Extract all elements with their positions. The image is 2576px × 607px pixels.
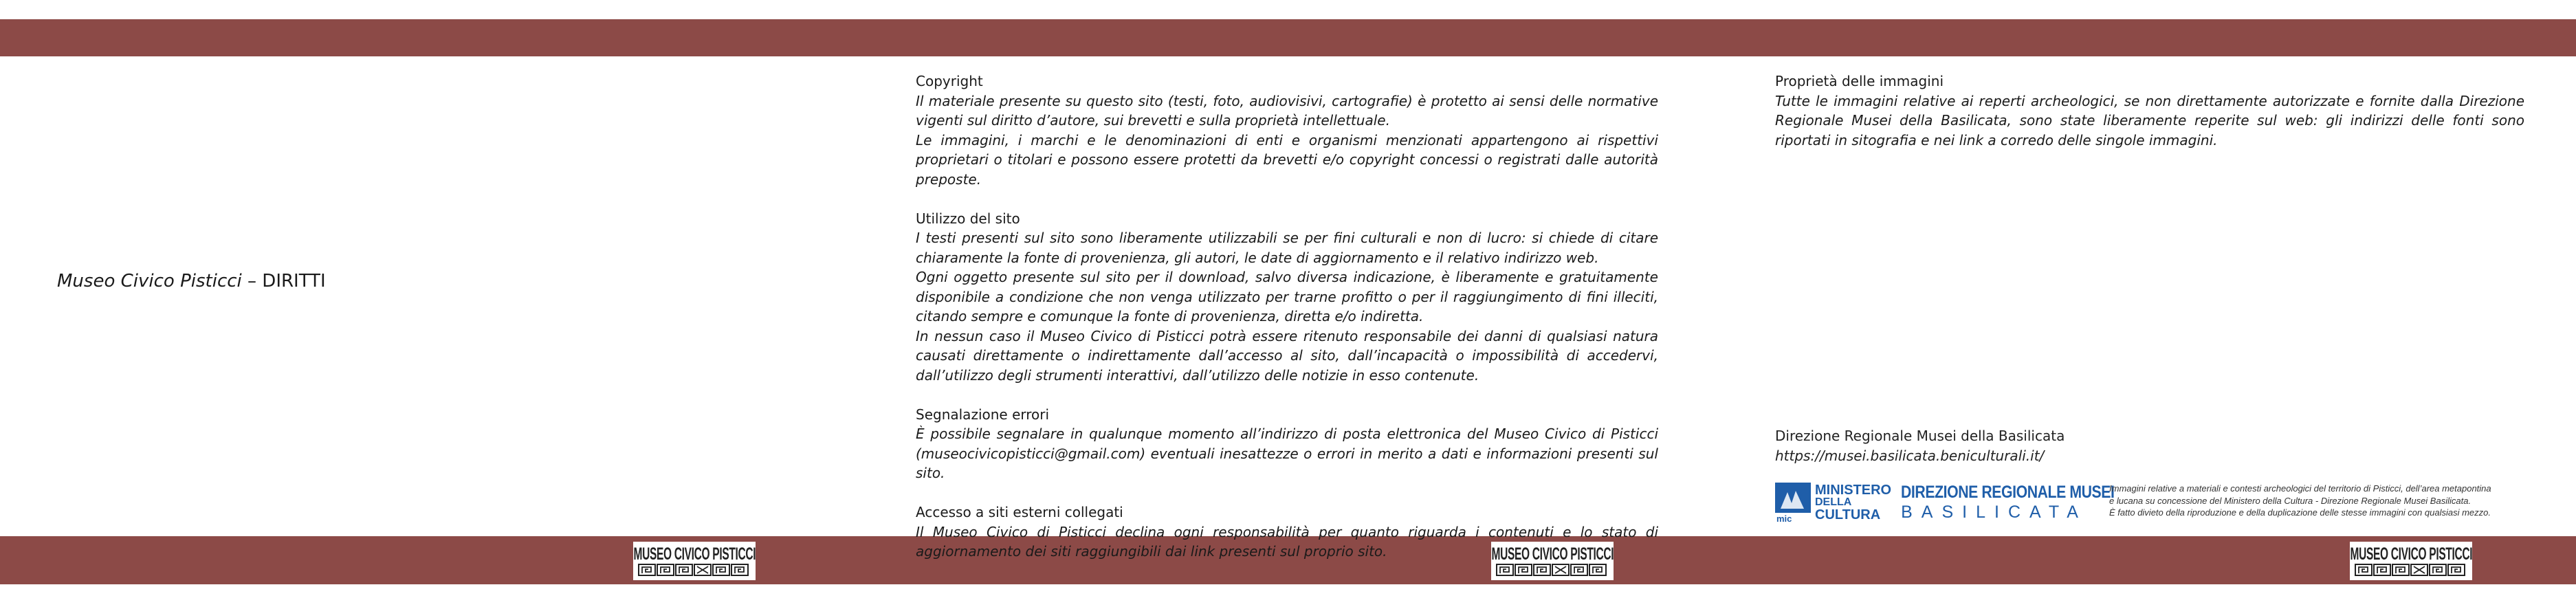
direzione-link[interactable]: https://musei.basilicata.beniculturali.it/ [1775, 447, 2045, 464]
section-paragraph: Tutte le immagini relative ai reperti archeologici, se non direttamente autorizzate e fornite dalla Direzione Regionale Musei della Basilicata, sono state liberamente reperite sul web: gli indirizzi delle fonti sono riportati in sitografia e nei link a corredo delle singole immagini. [1775, 92, 2524, 148]
direzione-contact [1775, 426, 2065, 465]
ministero-line3: CULTURA [1815, 507, 1881, 522]
mic-logo-icon [1775, 483, 1811, 522]
museum-logo-name: MUSEO CIVICO PISTICCI [1491, 544, 1614, 564]
meander-pattern-icon [636, 563, 753, 577]
page-title [57, 269, 326, 294]
ministero-line1: MINISTERO [1815, 483, 1892, 498]
section-heading: Copyright [916, 73, 983, 89]
museum-logo-name: MUSEO CIVICO PISTICCI [633, 544, 756, 564]
footnote-line: Immagini relative a materiali e contesti archeologici del territorio di Pisticci, dell’area metapontina [2109, 483, 2491, 494]
page-title-italic: Museo Civico Pisticci [57, 271, 242, 291]
section-heading: Segnalazione errori [916, 406, 1050, 423]
meander-pattern-icon [2353, 563, 2469, 577]
section-paragraph: I testi presenti sul sito sono liberamente utilizzabili se per fini culturali e non di lucro: si chiede di citare chiaramente la fonte di provenienza, gli autori, le date di aggiornamento e il relativo indirizzo web. [916, 230, 1658, 266]
mic-mark-text: mic [1776, 514, 1792, 522]
site-usage-section [916, 209, 1658, 386]
section-paragraph: Il Museo Civico di Pisticci declina ogni responsabilità per quanto riguarda i contenuti e lo stato di aggiornamento dei siti raggiungibili dai link presenti sul proprio sito. [916, 523, 1658, 560]
ministero-name [1815, 484, 1891, 521]
top-color-band [0, 19, 2576, 56]
section-paragraph: In nessun caso il Museo Civico di Pisticci potrà essere ritenuto responsabile dei danni di qualsiasi natura causati direttamente o indirettamente dall’accesso al sito, dall’incapacità o impossibilità di accedervi, dall’utilizzo degli strumenti interattivi, dall’utilizzo delle notizie in esso contenute. [916, 327, 1658, 384]
copyright-section [916, 71, 1658, 189]
ministero-logo-group [1775, 483, 2152, 522]
drm-line1: DIREZIONE REGIONALE MUSEI [1901, 483, 2115, 502]
error-report-section [916, 405, 1658, 483]
section-heading: Utilizzo del sito [916, 210, 1020, 227]
direzione-name: Direzione Regionale Musei della Basilicata [1775, 428, 2065, 444]
image-rights-column [1775, 71, 2524, 150]
section-paragraph: Ogni oggetto presente sul sito per il download, salvo diversa indicazione, è liberamente e gratuitamente disponibile a condizione che non venga utilizzato per trarne profitto o per il raggiungimento di fini illeciti, citando sempre e comunque la fonte di provenienza, diretta e/o indiretta. [916, 269, 1658, 324]
page-title-suffix: – DIRITTI [241, 271, 326, 291]
image-concession-note [2109, 483, 2522, 519]
section-heading: Proprietà delle immagini [1775, 73, 1944, 89]
footnote-line: È fatto divieto della riproduzione e della duplicazione delle stesse immagini con qualsiasi mezzo. [2109, 507, 2491, 518]
ministero-line2: DELLA [1815, 496, 1852, 508]
section-heading: Accesso a siti esterni collegati [916, 504, 1123, 520]
section-paragraph: Le immagini, i marchi e le denominazioni di enti e organismi menzionati appartengono ai rispettivi proprietari o titolari e possono essere protetti da brevetti e/o copyright concessi o registrati dalle autorità preposte. [916, 131, 1658, 188]
footnote-line: e lucana su concessione del Ministero della Cultura - Direzione Regionale Musei Basilicata. [2109, 495, 2472, 506]
museum-logo [633, 542, 756, 580]
museum-logo-name: MUSEO CIVICO PISTICCI [2350, 544, 2472, 564]
museum-logo [2350, 542, 2472, 580]
section-paragraph: È possibile segnalare in qualunque momento all’indirizzo di posta elettronica del Museo Civico di Pisticci (museocivicopisticci@gmail.com) eventuali inesattezze o errori in merito a dati e informazioni presenti sul sito. [916, 426, 1658, 481]
museum-logo [1491, 542, 1614, 580]
meander-pattern-icon [1494, 563, 1611, 577]
section-paragraph: Il materiale presente su questo sito (testi, foto, audiovisivi, cartografie) è protetto ai sensi delle normative vigenti sul diritto d’autore, sui brevetti e sulla proprietà intellettuale. [916, 92, 1658, 129]
drm-line2: BASILICATA [1901, 503, 2087, 522]
legal-text-column [916, 71, 1658, 581]
